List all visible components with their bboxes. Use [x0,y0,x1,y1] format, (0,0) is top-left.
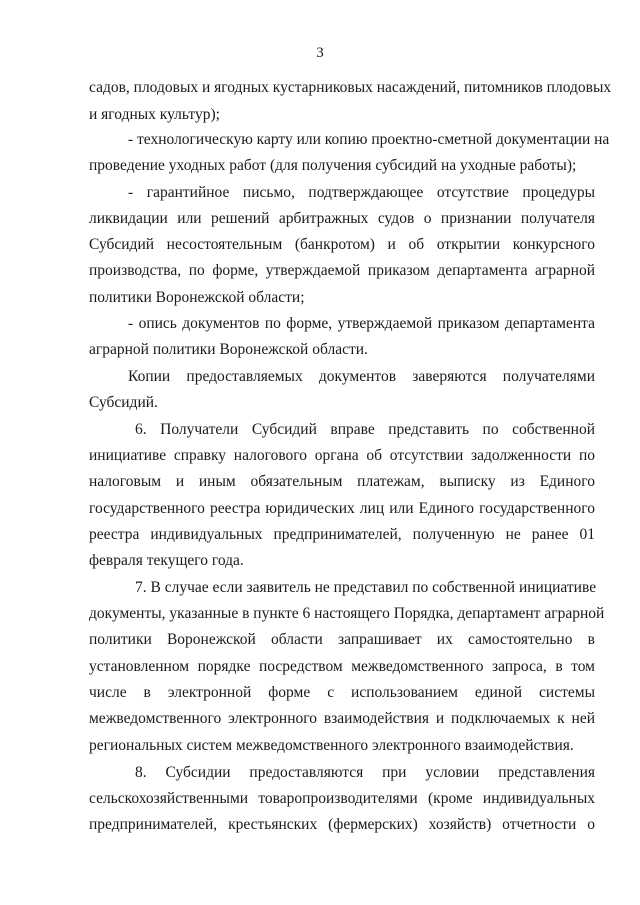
text-line: и ягодных культур); [89,106,220,123]
text-line: садов, плодовых и ягодных кустарниковых насаждений, питомников плодовых [89,79,612,96]
text-line: политики Воронежской области; [89,289,305,306]
text-line: Копии предоставляемых документов заверяются получателями [128,368,595,385]
text-line: - технологическую карту или копию проектно-сметной документации на [128,131,610,148]
text-line: государственного реестра юридических лиц или Единого государственного [89,500,595,517]
text-line: производства, по форме, утверждаемой приказом департамента аграрной [89,262,595,279]
text-line: установленном порядке посредством межведомственного запроса, в том [89,658,595,675]
text-line: региональных систем межведомственного электронного взаимодействия. [89,737,574,754]
text-line: аграрной политики Воронежской области. [89,341,368,358]
text-line: реестра индивидуальных предпринимателей, полученную не ранее 01 [89,526,595,543]
text-line: Субсидий. [89,394,158,411]
text-line: налоговым и иным обязательным платежам, выписку из Единого [89,473,595,490]
text-line: документы, указанные в пункте 6 настоящего Порядка, департамент аграрной [89,605,605,622]
text-line: 8. Субсидии предоставляются при условии представления [135,764,595,781]
text-line: предпринимателей, крестьянских (фермерских) хозяйств) отчетности о [89,816,595,833]
text-line: проведение уходных работ (для получения субсидий на уходные работы); [89,157,577,174]
text-line: межведомственного электронного взаимодействия и подключаемых к ней [89,710,595,727]
text-line: февраля текущего года. [89,552,244,569]
text-line: 6. Получатели Субсидий вправе представить по собственной [135,421,595,438]
page-number: 3 [316,45,324,61]
text-line: 7. В случае если заявитель не представил по собственной инициативе [135,579,597,596]
text-line: числе в электронной форме с использованием единой системы [89,684,595,701]
text-line: инициативе справку налогового органа об отсутствии задолженности по [89,447,595,464]
text-line: - опись документов по форме, утверждаемой приказом департамента [128,315,595,332]
text-line: Субсидий несостоятельным (банкротом) и об открытии конкурсного [89,236,595,253]
text-line: ликвидации или решений арбитражных судов о признании получателя [89,210,595,227]
text-line: - гарантийное письмо, подтверждающее отсутствие процедуры [128,184,595,201]
text-line: политики Воронежской области запрашивает их самостоятельно в [89,631,595,648]
text-line: сельскохозяйственными товаропроизводителями (кроме индивидуальных [89,790,595,807]
